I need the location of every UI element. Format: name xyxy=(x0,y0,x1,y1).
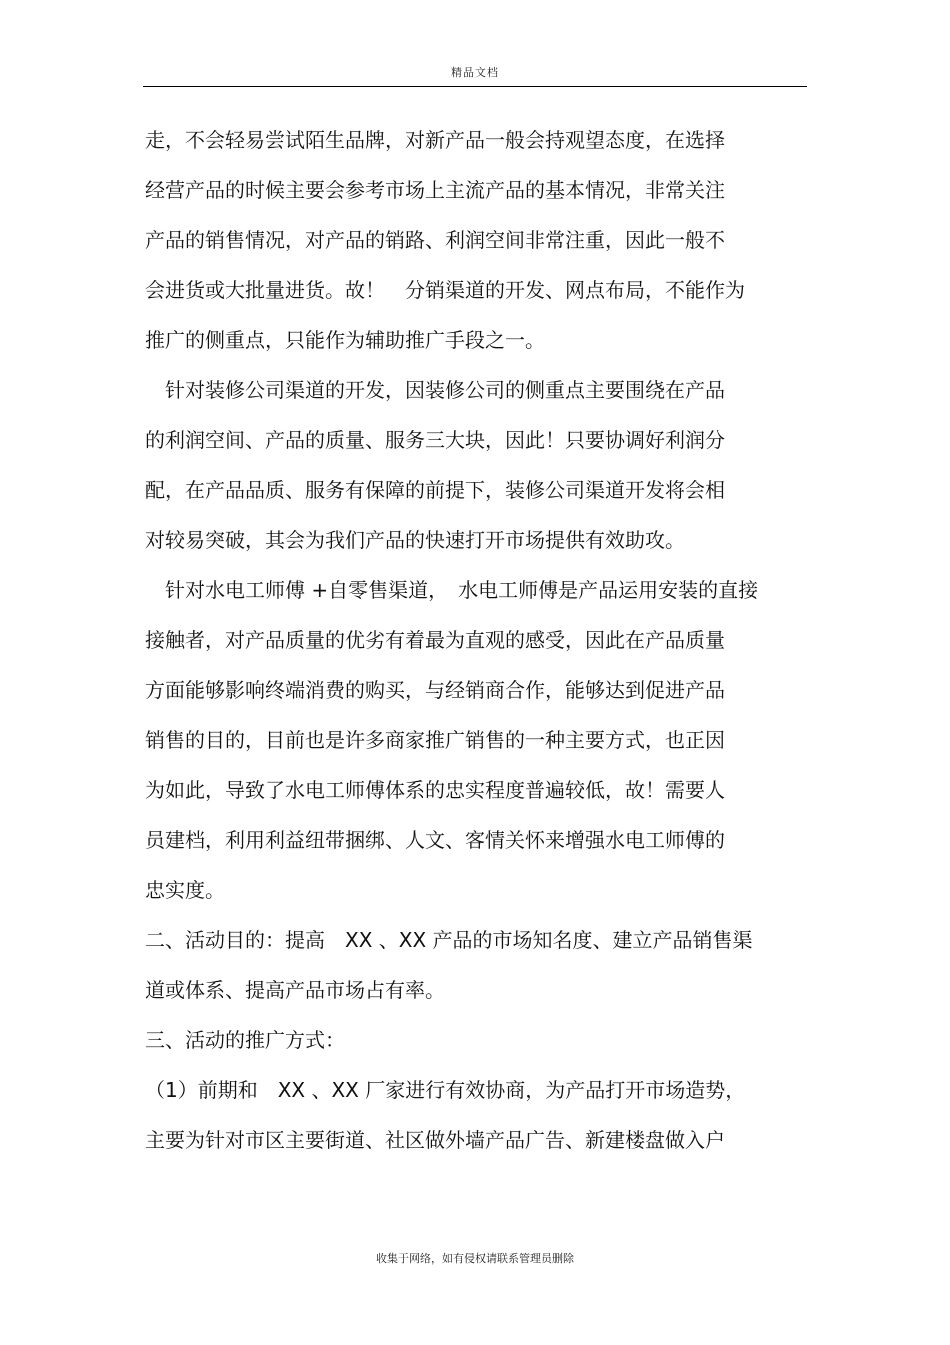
text-line: 针对装修公司渠道的开发，因装修公司的侧重点主要围绕在产品 xyxy=(145,378,725,402)
section-heading: 三、活动的推广方式： xyxy=(145,1028,345,1052)
text-line: 对较易突破，其会为我们产品的快速打开市场提供有效助攻。 xyxy=(145,528,685,552)
list-item: （1）前期和 XX 、XX 厂家进行有效协商，为产品打开市场造势， xyxy=(145,1078,746,1102)
text-line: 会进货或大批量进货。故！ 分销渠道的开发、网点布局，不能作为 xyxy=(145,278,745,302)
text-line: 经营产品的时候主要会参考市场上主流产品的基本情况，非常关注 xyxy=(145,178,725,202)
header-divider xyxy=(143,86,807,87)
text-line: 员建档，利用利益纽带捆绑、人文、客情关怀来增强水电工师傅的 xyxy=(145,828,725,852)
text-line: 的利润空间、产品的质量、服务三大块，因此！只要协调好利润分 xyxy=(145,428,725,452)
text-line: 为如此，导致了水电工师傅体系的忠实程度普遍较低，故！需要人 xyxy=(145,778,725,802)
text-line: 主要为针对市区主要街道、社区做外墙产品广告、新建楼盘做入户 xyxy=(145,1128,725,1152)
section-heading: 二、活动目的：提高 XX 、XX 产品的市场知名度、建立产品销售渠 xyxy=(145,928,753,952)
text-line: 针对水电工师傅 +自零售渠道， 水电工师傅是产品运用安装的直接 xyxy=(145,578,759,602)
text-line: 接触者，对产品质量的优劣有着最为直观的感受，因此在产品质量 xyxy=(145,628,725,652)
page-footer: 收集于网络，如有侵权请联系管理员删除 xyxy=(376,1252,574,1265)
text-line: 道或体系、提高产品市场占有率。 xyxy=(145,978,445,1002)
page-header: 精品文档 xyxy=(451,66,499,79)
text-line: 忠实度。 xyxy=(145,878,225,902)
text-line: 销售的目的，目前也是许多商家推广销售的一种主要方式，也正因 xyxy=(145,728,725,752)
text-line: 方面能够影响终端消费的购买，与经销商合作，能够达到促进产品 xyxy=(145,678,725,702)
text-line: 走，不会轻易尝试陌生品牌，对新产品一般会持观望态度，在选择 xyxy=(145,128,725,152)
document-body xyxy=(145,122,805,1172)
text-line: 配，在产品品质、服务有保障的前提下，装修公司渠道开发将会相 xyxy=(145,478,725,502)
text-line: 推广的侧重点，只能作为辅助推广手段之一。 xyxy=(145,328,545,352)
text-line: 产品的销售情况，对产品的销路、利润空间非常注重，因此一般不 xyxy=(145,228,725,252)
